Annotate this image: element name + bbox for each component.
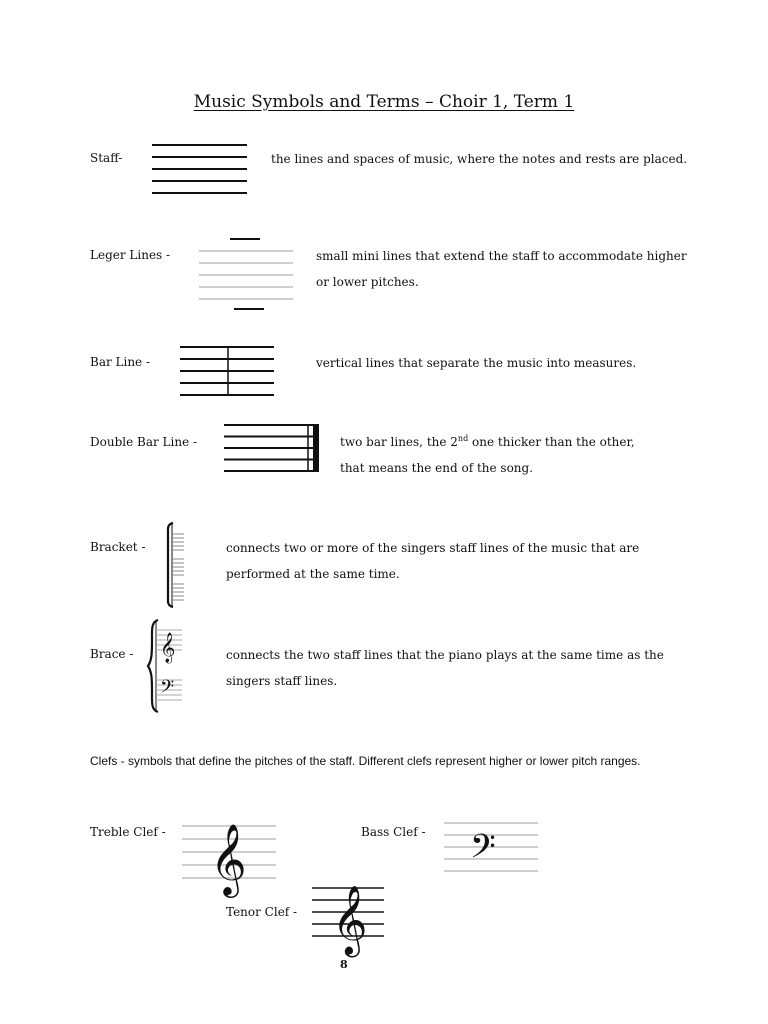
definition-text-part-2: one thicker than the other, that means the end of the song.: [340, 435, 635, 475]
bar-line-illustration: [178, 345, 276, 397]
term-definition-brace: connects the two staff lines that the piano plays at the same time as the singers staff lines.: [226, 648, 664, 688]
term-definition-bar-line: vertical lines that separate the music into measures.: [316, 356, 637, 370]
term-label-bracket: Bracket -: [90, 540, 146, 554]
brace-illustration: [146, 616, 188, 716]
page-title: Music Symbols and Terms – Choir 1, Term 1: [193, 92, 575, 112]
bracket-illustration: [160, 520, 186, 610]
staff-illustration: [150, 143, 250, 195]
term-definition-double-bar-line: [340, 429, 650, 481]
term-label-double-bar-line: Double Bar Line -: [90, 435, 198, 449]
treble-clef-icon: 𝄞: [210, 822, 247, 895]
term-definition-leger-lines: small mini lines that extend the staff to accommodate higher or lower pitches.: [316, 249, 687, 289]
tenor-treble-clef-icon: 𝄞: [332, 885, 368, 955]
octave-eight-mark: 8: [340, 958, 348, 971]
clef-label-tenor: Tenor Clef -: [226, 905, 298, 919]
brace-treble-clef-icon: 𝄞: [160, 633, 176, 663]
clefs-intro-text: Clefs - symbols that define the pitches of the staff. Different clefs represent higher or lower pitch ranges.: [90, 754, 641, 768]
term-label-leger-lines: Leger Lines -: [90, 248, 171, 262]
tenor-clef-illustration: [310, 876, 386, 970]
ordinal-superscript: nd: [457, 434, 469, 443]
leger-lines-illustration: [196, 232, 296, 314]
term-label-bar-line: Bar Line -: [90, 355, 151, 369]
term-label-staff: Staff-: [90, 151, 123, 165]
clef-label-bass: Bass Clef -: [361, 825, 426, 839]
definition-text-part-1: two bar lines, the 2: [340, 435, 458, 449]
bass-clef-illustration: [442, 818, 542, 876]
treble-clef-illustration: [180, 808, 280, 898]
term-definition-staff: the lines and spaces of music, where the notes and rests are placed.: [271, 152, 688, 166]
term-definition-bracket: connects two or more of the singers staff lines of the music that are performed at the same time.: [226, 541, 640, 581]
brace-bass-clef-icon: 𝄢: [160, 677, 175, 702]
clef-label-treble: Treble Clef -: [90, 825, 166, 839]
bass-clef-icon: 𝄢: [470, 828, 496, 874]
term-label-brace: Brace -: [90, 647, 134, 661]
double-bar-line-illustration: [222, 423, 322, 473]
